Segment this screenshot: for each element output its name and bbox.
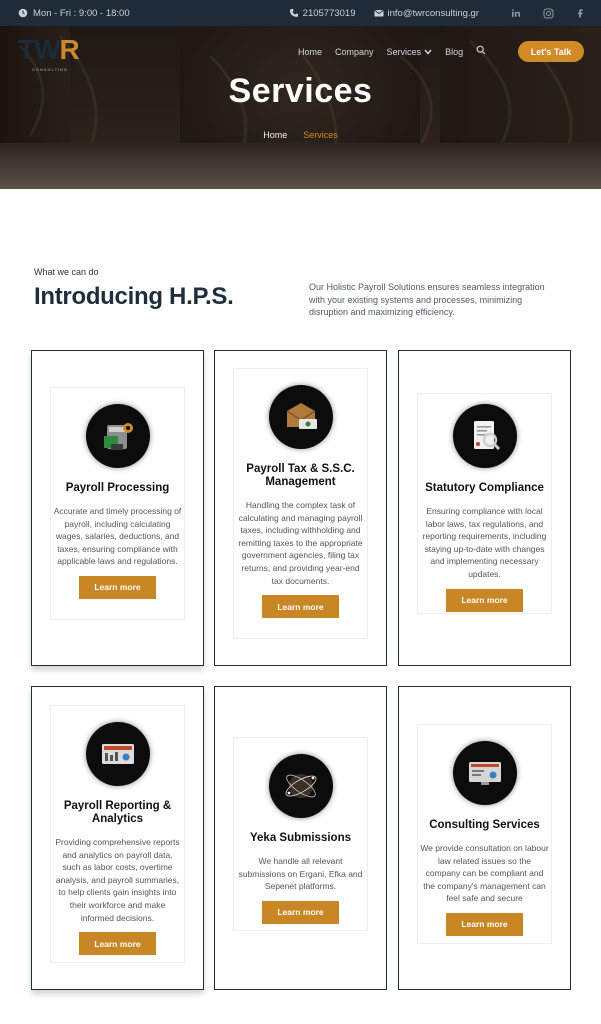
service-card-text: Accurate and timely processing of payroll, including calculating wages, salaries, deductions, and taxes, ensuring compliance with applicable laws and regulations. (53, 506, 182, 567)
logo-accent-letter: R (59, 34, 79, 65)
globe-network-icon (269, 754, 333, 818)
logo-subtitle: CONSULTING (32, 67, 69, 72)
service-card-payroll-tax (214, 350, 387, 666)
service-card-inner (417, 393, 552, 614)
email-link[interactable] (374, 8, 480, 19)
facebook-icon[interactable] (573, 6, 587, 20)
service-card-payroll-processing (31, 350, 204, 666)
consulting-monitor-icon (453, 741, 517, 805)
section-description: Our Holistic Payroll Solutions ensures seamless integration with your existing systems and processes, minimizing disruption and maximizing efficiency. (309, 282, 545, 317)
service-card-statutory-compliance (398, 350, 571, 666)
instagram-icon[interactable] (541, 6, 555, 20)
nav-blog[interactable]: Blog (445, 46, 464, 57)
tax-envelope-icon (269, 385, 333, 449)
service-card-title: Payroll Reporting & Analytics (63, 800, 172, 825)
chevron-down-icon (424, 47, 432, 57)
service-card-inner (417, 724, 552, 944)
service-card-payroll-reporting (31, 686, 204, 990)
opening-hours (18, 8, 130, 19)
service-card-title: Yeka Submissions (250, 832, 351, 844)
opening-hours-text: Mon - Fri : 9:00 - 18:00 (33, 7, 130, 19)
service-card-title: Statutory Compliance (425, 482, 544, 494)
service-card-text: We handle all relevant submissions on Ergani, Efka and Sepenet platforms. (238, 856, 363, 892)
learn-more-button[interactable]: Learn more (446, 913, 523, 936)
clock-icon (18, 8, 28, 18)
learn-more-button[interactable]: Learn more (262, 595, 339, 618)
site-logo[interactable] (18, 34, 79, 72)
breadcrumb (0, 130, 601, 140)
nav-home[interactable]: Home (298, 46, 323, 57)
top-info-bar (0, 0, 601, 26)
section-eyebrow: What we can do (34, 267, 99, 277)
logo-letters: TW (18, 34, 60, 65)
phone-number[interactable]: 2105773019 (302, 7, 356, 19)
breadcrumb-current: Services (303, 130, 338, 140)
service-card-inner (233, 368, 368, 639)
service-card-text: We provide consultation on labour law related issues so the company can be compliant and the company's management can feel safe and secure (420, 843, 549, 904)
service-card-inner (50, 387, 185, 620)
search-icon[interactable] (476, 45, 486, 58)
main-nav (298, 45, 486, 58)
nav-services-label: Services (386, 46, 422, 57)
reporting-dashboard-icon (86, 722, 150, 786)
learn-more-button[interactable]: Learn more (79, 576, 156, 599)
nav-services[interactable] (387, 47, 433, 57)
email-address[interactable]: info@twrconsulting.gr (387, 7, 479, 19)
phone-link[interactable] (289, 8, 356, 19)
compliance-document-icon (453, 404, 517, 468)
service-card-yeka-submissions (214, 686, 387, 990)
phone-icon (289, 8, 299, 18)
linkedin-icon[interactable] (509, 6, 523, 20)
service-card-inner (233, 737, 368, 931)
nav-company[interactable]: Company (335, 46, 374, 57)
learn-more-button[interactable]: Learn more (262, 901, 339, 924)
learn-more-button[interactable]: Learn more (446, 589, 523, 612)
service-card-text: Ensuring compliance with local labor laws, tax regulations, and reporting requirements, including staying up-to-date with changes and implementing necessary updates. (422, 506, 547, 579)
service-card-text: Handling the complex task of calculating and managing payroll taxes, including withholding and remitting taxes to the appropriate government agencies, filing tax returns, and providing year-end tax documents. (238, 500, 363, 586)
payroll-processing-icon (86, 404, 150, 468)
lets-talk-button[interactable]: Let's Talk (518, 41, 584, 62)
page-title: Services (228, 72, 373, 110)
service-card-inner (50, 705, 185, 963)
hero-banner (0, 26, 601, 189)
service-card-title: Payroll Tax & S.S.C. Management (246, 463, 355, 488)
breadcrumb-home[interactable]: Home (263, 130, 288, 140)
service-card-consulting (398, 686, 571, 990)
service-card-title: Payroll Processing (65, 482, 170, 494)
service-card-title: Consulting Services (429, 819, 540, 831)
section-heading: Introducing H.P.S. (34, 283, 234, 310)
service-card-text: Providing comprehensive reports and analytics on payroll data, such as labor costs, overtime analysis, and payroll summaries, to help clients gain insights into their workforce and make informed decisions. (55, 837, 180, 923)
learn-more-button[interactable]: Learn more (79, 932, 156, 955)
mail-icon (374, 8, 384, 18)
